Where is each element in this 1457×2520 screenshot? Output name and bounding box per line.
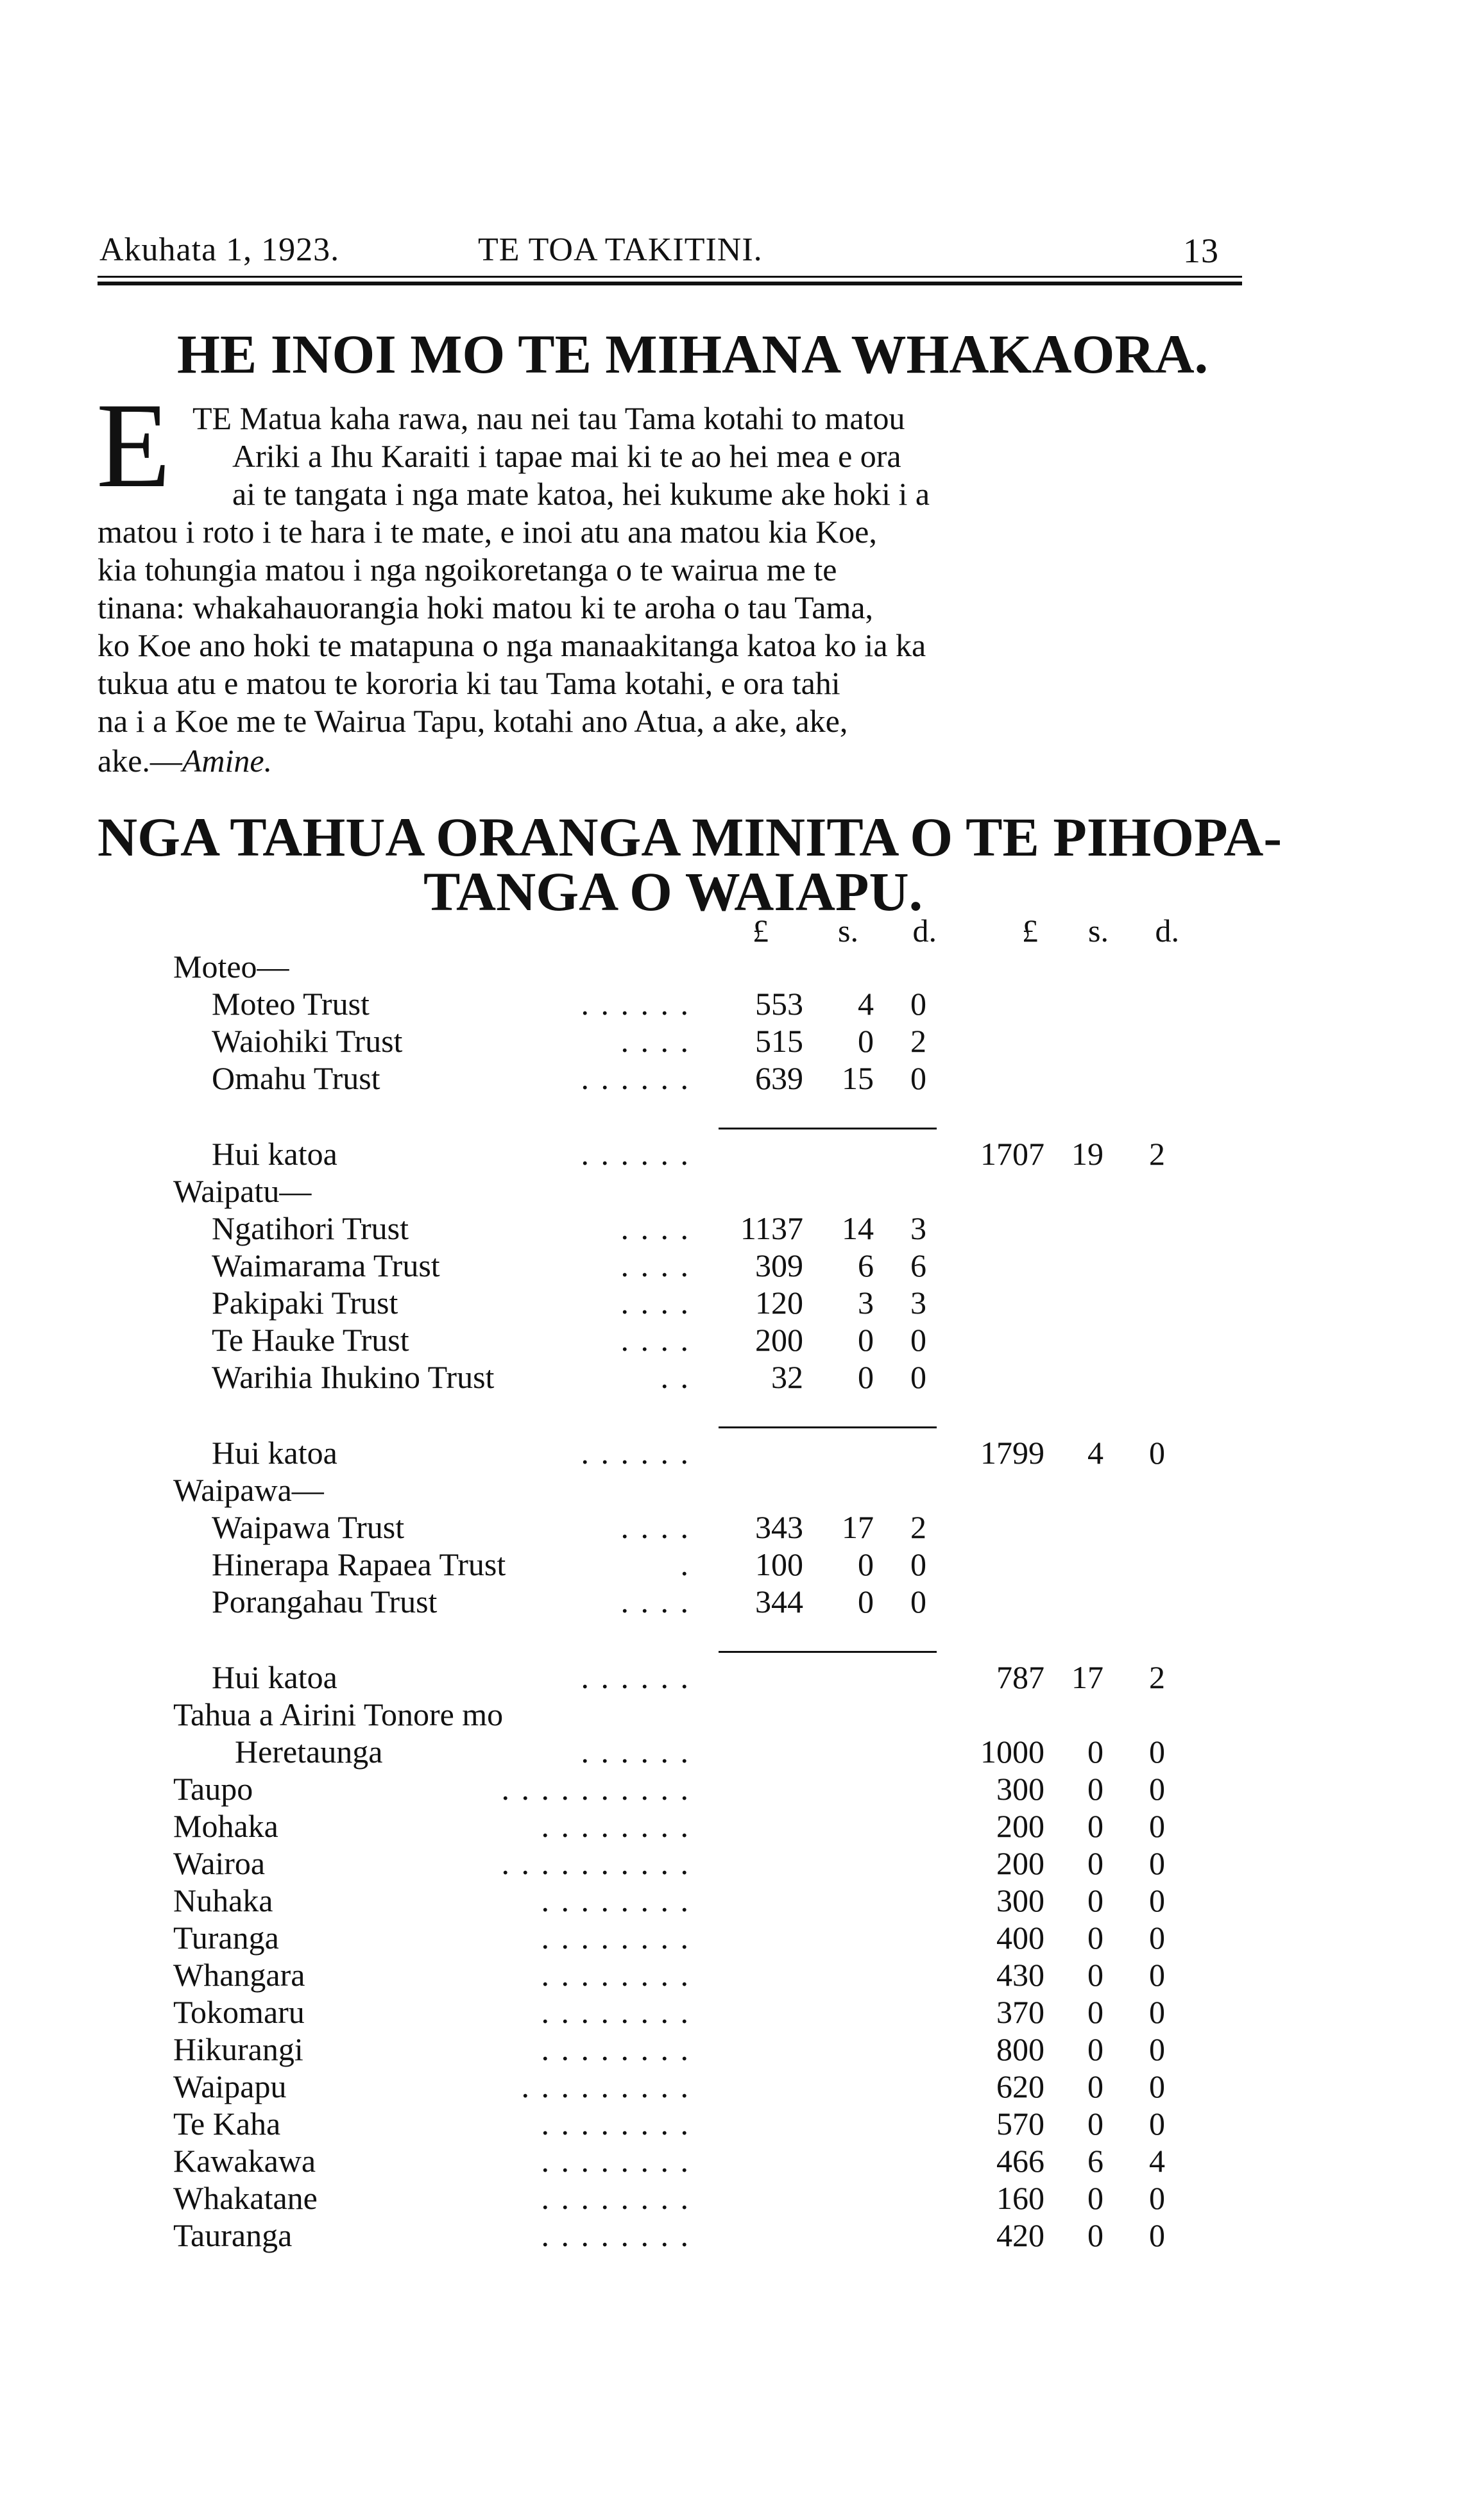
table-row: [0, 2068, 1457, 2105]
item-amount: 100: [755, 1546, 803, 1582]
row-label: Mohaka: [173, 1808, 278, 1844]
row-label: Tahua a Airini Tonore mo: [173, 1696, 504, 1732]
total-amount: 0: [1087, 2068, 1103, 2104]
row-label: Heretaunga: [235, 1734, 383, 1770]
leader-dots: . . . .: [620, 1023, 690, 1059]
leader-dots: . . . . . . . . . .: [501, 1771, 690, 1807]
table-row: [0, 1993, 1457, 2031]
leader-dots: . . . . . . . .: [541, 2031, 690, 2067]
item-amount: 3: [910, 1285, 926, 1321]
total-amount: 2: [1149, 1659, 1165, 1695]
total-amount: 0: [1149, 1994, 1165, 2030]
leader-dots: . . . . . . . . .: [521, 2068, 690, 2104]
leader-dots: . . . . . .: [581, 1435, 690, 1471]
total-amount: 430: [996, 1957, 1044, 1993]
amen-word: Amine.: [182, 743, 273, 779]
prayer-line: ai te tangata i nga mate katoa, hei kukume ake hoki i a: [232, 476, 930, 512]
column-header: d.: [912, 913, 937, 949]
item-amount: 639: [755, 1060, 803, 1096]
leader-dots: . . . . . .: [581, 1136, 690, 1172]
total-amount: 0: [1149, 2068, 1165, 2104]
row-label: Waimarama Trust: [212, 1247, 440, 1283]
total-amount: 0: [1149, 2217, 1165, 2253]
subtotal-rule: [719, 1651, 937, 1653]
item-amount: 0: [858, 1546, 874, 1582]
total-amount: 0: [1087, 2180, 1103, 2216]
item-amount: 553: [755, 986, 803, 1022]
item-amount: 4: [858, 986, 874, 1022]
row-label: Moteo—: [173, 949, 289, 985]
table-row: [0, 1471, 1457, 1509]
total-amount: 6: [1087, 2143, 1103, 2179]
total-amount: 0: [1149, 1920, 1165, 1956]
table-row: [0, 2031, 1457, 2068]
item-amount: 2: [910, 1509, 926, 1545]
stations-heading-line-1: NGA TAHUA ORANGA MINITA O TE PIHOPA-: [98, 806, 1282, 868]
row-label: Te Hauke Trust: [212, 1322, 409, 1358]
subtotal-rule: [719, 1128, 937, 1129]
item-amount: 0: [858, 1359, 874, 1395]
total-amount: 0: [1087, 1994, 1103, 2030]
prayer-line: tukua atu e matou te kororia ki tau Tama kotahi, e ora tahi: [98, 665, 840, 701]
leader-dots: . . . .: [620, 1322, 690, 1358]
total-amount: 370: [996, 1994, 1044, 2030]
total-amount: 200: [996, 1808, 1044, 1844]
table-row: [0, 1509, 1457, 1546]
drop-cap: E: [96, 378, 171, 513]
column-header: £: [1022, 913, 1038, 949]
row-label: Whakatane: [173, 2180, 318, 2216]
leader-dots: . . . . . . . .: [541, 1920, 690, 1956]
total-amount: 0: [1149, 1734, 1165, 1770]
row-label: Waipatu—: [173, 1173, 312, 1209]
table-row: [0, 1060, 1457, 1097]
column-header: £: [753, 913, 769, 949]
total-amount: 0: [1149, 2106, 1165, 2142]
row-label: Te Kaha: [173, 2106, 281, 2142]
item-amount: 6: [858, 1247, 874, 1283]
item-amount: 309: [755, 1247, 803, 1283]
leader-dots: . . . . . . . .: [541, 2217, 690, 2253]
total-amount: 1000: [980, 1734, 1044, 1770]
item-amount: 3: [858, 1285, 874, 1321]
leader-dots: . . . . . . . .: [541, 1808, 690, 1844]
table-row: [0, 1770, 1457, 1807]
total-amount: 4: [1149, 2143, 1165, 2179]
table-row: [0, 1696, 1457, 1733]
total-amount: 0: [1149, 2031, 1165, 2067]
total-amount: 800: [996, 2031, 1044, 2067]
leader-dots: . . . .: [620, 1247, 690, 1283]
table-row: [0, 1546, 1457, 1583]
row-label: Porangahau Trust: [212, 1584, 438, 1619]
table-row: [0, 985, 1457, 1022]
total-amount: 570: [996, 2106, 1044, 2142]
total-amount: 0: [1149, 1882, 1165, 1918]
total-amount: 1707: [980, 1136, 1044, 1172]
table-row: [0, 1659, 1457, 1696]
leader-dots: . . . .: [620, 1584, 690, 1619]
prayer-line: TE Matua kaha rawa, nau nei tau Tama kotahi to matou: [192, 400, 905, 436]
subtotal-rule: [719, 1426, 937, 1428]
table-row: [0, 1022, 1457, 1060]
row-label: Nuhaka: [173, 1882, 273, 1918]
total-amount: 400: [996, 1920, 1044, 1956]
prayer-last-line-start: ake.—: [98, 743, 182, 779]
total-amount: 0: [1149, 1435, 1165, 1471]
total-amount: 19: [1071, 1136, 1103, 1172]
total-amount: 0: [1087, 1734, 1103, 1770]
total-amount: 0: [1149, 2180, 1165, 2216]
total-amount: 2: [1149, 1136, 1165, 1172]
row-label: Whangara: [173, 1957, 305, 1993]
leader-dots: . . . . . . . .: [541, 1957, 690, 1993]
row-label: Waipawa—: [173, 1472, 324, 1508]
total-amount: 420: [996, 2217, 1044, 2253]
table-row: [0, 1845, 1457, 1882]
prayer-line: tinana: whakahauorangia hoki matou ki te aroha o tau Tama,: [98, 589, 874, 625]
item-amount: 0: [910, 1359, 926, 1395]
total-amount: 0: [1149, 1845, 1165, 1881]
table-row: [0, 2179, 1457, 2217]
row-label: Wairoa: [173, 1845, 266, 1881]
item-amount: 15: [842, 1060, 874, 1096]
row-label: Tokomaru: [173, 1994, 305, 2030]
item-amount: 17: [842, 1509, 874, 1545]
row-label: Moteo Trust: [212, 986, 370, 1022]
item-amount: 0: [910, 1546, 926, 1582]
item-amount: 32: [771, 1359, 803, 1395]
item-amount: 200: [755, 1322, 803, 1358]
table-row: [0, 1882, 1457, 1919]
leader-dots: .: [680, 1546, 690, 1582]
leader-dots: . .: [660, 1359, 690, 1395]
total-amount: 1799: [980, 1435, 1044, 1471]
total-amount: 17: [1071, 1659, 1103, 1695]
row-label: Warihia Ihukino Trust: [212, 1359, 495, 1395]
table-row: [0, 1807, 1457, 1845]
item-amount: 0: [858, 1584, 874, 1619]
header-rule-top: [98, 276, 1242, 278]
column-header: s.: [838, 913, 858, 949]
total-amount: 160: [996, 2180, 1044, 2216]
item-amount: 343: [755, 1509, 803, 1545]
item-amount: 344: [755, 1584, 803, 1619]
table-row: [0, 1172, 1457, 1210]
table-row: [0, 1247, 1457, 1284]
item-amount: 0: [910, 1060, 926, 1096]
table-row: [0, 1321, 1457, 1358]
header-rule-bottom: [98, 282, 1242, 285]
total-amount: 0: [1087, 1771, 1103, 1807]
table-row: [0, 1434, 1457, 1471]
prayer-line: ko Koe ano hoki te matapuna o nga manaakitanga katoa ko ia ka: [98, 627, 926, 663]
leader-dots: . . . .: [620, 1210, 690, 1246]
issue-date: Akuhata 1, 1923.: [99, 232, 340, 268]
leader-dots: . . . . . .: [581, 1734, 690, 1770]
total-amount: 0: [1087, 2217, 1103, 2253]
table-row: [0, 948, 1457, 985]
row-label: Hinerapa Rapaea Trust: [212, 1546, 506, 1582]
page-number: 13: [1183, 232, 1219, 270]
row-label: Waipapu: [173, 2068, 287, 2104]
leader-dots: . . . . . . . .: [541, 1882, 690, 1918]
leader-dots: . . . . . .: [581, 986, 690, 1022]
table-row: [0, 1956, 1457, 1993]
prayer-line: Ariki a Ihu Karaiti i tapae mai ki te ao hei mea e ora: [232, 438, 901, 474]
prayer-line: na i a Koe me te Wairua Tapu, kotahi ano Atua, a ake, ake,: [98, 703, 848, 739]
leader-dots: . . . . . . . . . .: [501, 1845, 690, 1881]
item-amount: 6: [910, 1247, 926, 1283]
total-amount: 4: [1087, 1435, 1103, 1471]
item-amount: 3: [910, 1210, 926, 1246]
row-label: Kawakawa: [173, 2143, 316, 2179]
item-amount: 14: [842, 1210, 874, 1246]
leader-dots: . . . . . . . .: [541, 2180, 690, 2216]
prayer-last-line: [98, 742, 272, 780]
row-label: Hui katoa: [212, 1659, 337, 1695]
total-amount: 0: [1087, 2106, 1103, 2142]
table-row: [0, 2217, 1457, 2254]
total-amount: 300: [996, 1882, 1044, 1918]
row-label: Omahu Trust: [212, 1060, 380, 1096]
total-amount: 200: [996, 1845, 1044, 1881]
leader-dots: . . . . . .: [581, 1060, 690, 1096]
item-amount: 0: [858, 1023, 874, 1059]
table-row: [0, 1733, 1457, 1770]
column-header: d.: [1155, 913, 1179, 949]
table-row: [0, 2142, 1457, 2179]
total-amount: 0: [1149, 1808, 1165, 1844]
table-row: [0, 1135, 1457, 1172]
table-row: [0, 1284, 1457, 1321]
item-amount: 2: [910, 1023, 926, 1059]
total-amount: 0: [1087, 2031, 1103, 2067]
total-amount: 0: [1087, 1920, 1103, 1956]
row-label: Pakipaki Trust: [212, 1285, 398, 1321]
total-amount: 300: [996, 1771, 1044, 1807]
prayer-heading: HE INOI MO TE MIHANA WHAKAORA.: [177, 323, 1209, 385]
stations-heading-line-2: TANGA O WAIAPU.: [423, 861, 923, 922]
total-amount: 620: [996, 2068, 1044, 2104]
item-amount: 0: [910, 1322, 926, 1358]
item-amount: 515: [755, 1023, 803, 1059]
row-label: Hui katoa: [212, 1435, 337, 1471]
row-label: Tauranga: [173, 2217, 293, 2253]
row-label: Ngatihori Trust: [212, 1210, 409, 1246]
row-label: Hikurangi: [173, 2031, 303, 2067]
item-amount: 0: [858, 1322, 874, 1358]
row-label: Waipawa Trust: [212, 1509, 405, 1545]
column-header: s.: [1088, 913, 1109, 949]
total-amount: 0: [1087, 1808, 1103, 1844]
total-amount: 0: [1087, 1957, 1103, 1993]
leader-dots: . . . . . . . .: [541, 2106, 690, 2142]
leader-dots: . . . . . . . .: [541, 2143, 690, 2179]
prayer-line: matou i roto i te hara i te mate, e inoi atu ana matou kia Koe,: [98, 514, 877, 550]
table-row: [0, 1358, 1457, 1396]
journal-title: TE TOA TAKITINI.: [478, 232, 763, 268]
table-row: [0, 1919, 1457, 1956]
table-row: [0, 1210, 1457, 1247]
leader-dots: . . . .: [620, 1509, 690, 1545]
table-row: [0, 2105, 1457, 2142]
leader-dots: . . . .: [620, 1285, 690, 1321]
row-label: Hui katoa: [212, 1136, 337, 1172]
total-amount: 0: [1149, 1771, 1165, 1807]
leader-dots: . . . . . .: [581, 1659, 690, 1695]
row-label: Turanga: [173, 1920, 279, 1956]
total-amount: 787: [996, 1659, 1044, 1695]
item-amount: 1137: [740, 1210, 803, 1246]
total-amount: 0: [1149, 1957, 1165, 1993]
item-amount: 0: [910, 1584, 926, 1619]
row-label: Waiohiki Trust: [212, 1023, 403, 1059]
table-row: [0, 1583, 1457, 1620]
total-amount: 466: [996, 2143, 1044, 2179]
item-amount: 120: [755, 1285, 803, 1321]
leader-dots: . . . . . . . .: [541, 1994, 690, 2030]
total-amount: 0: [1087, 1882, 1103, 1918]
row-label: Taupo: [173, 1771, 253, 1807]
total-amount: 0: [1087, 1845, 1103, 1881]
prayer-line: kia tohungia matou i nga ngoikoretanga o te wairua me te: [98, 552, 837, 588]
item-amount: 0: [910, 986, 926, 1022]
